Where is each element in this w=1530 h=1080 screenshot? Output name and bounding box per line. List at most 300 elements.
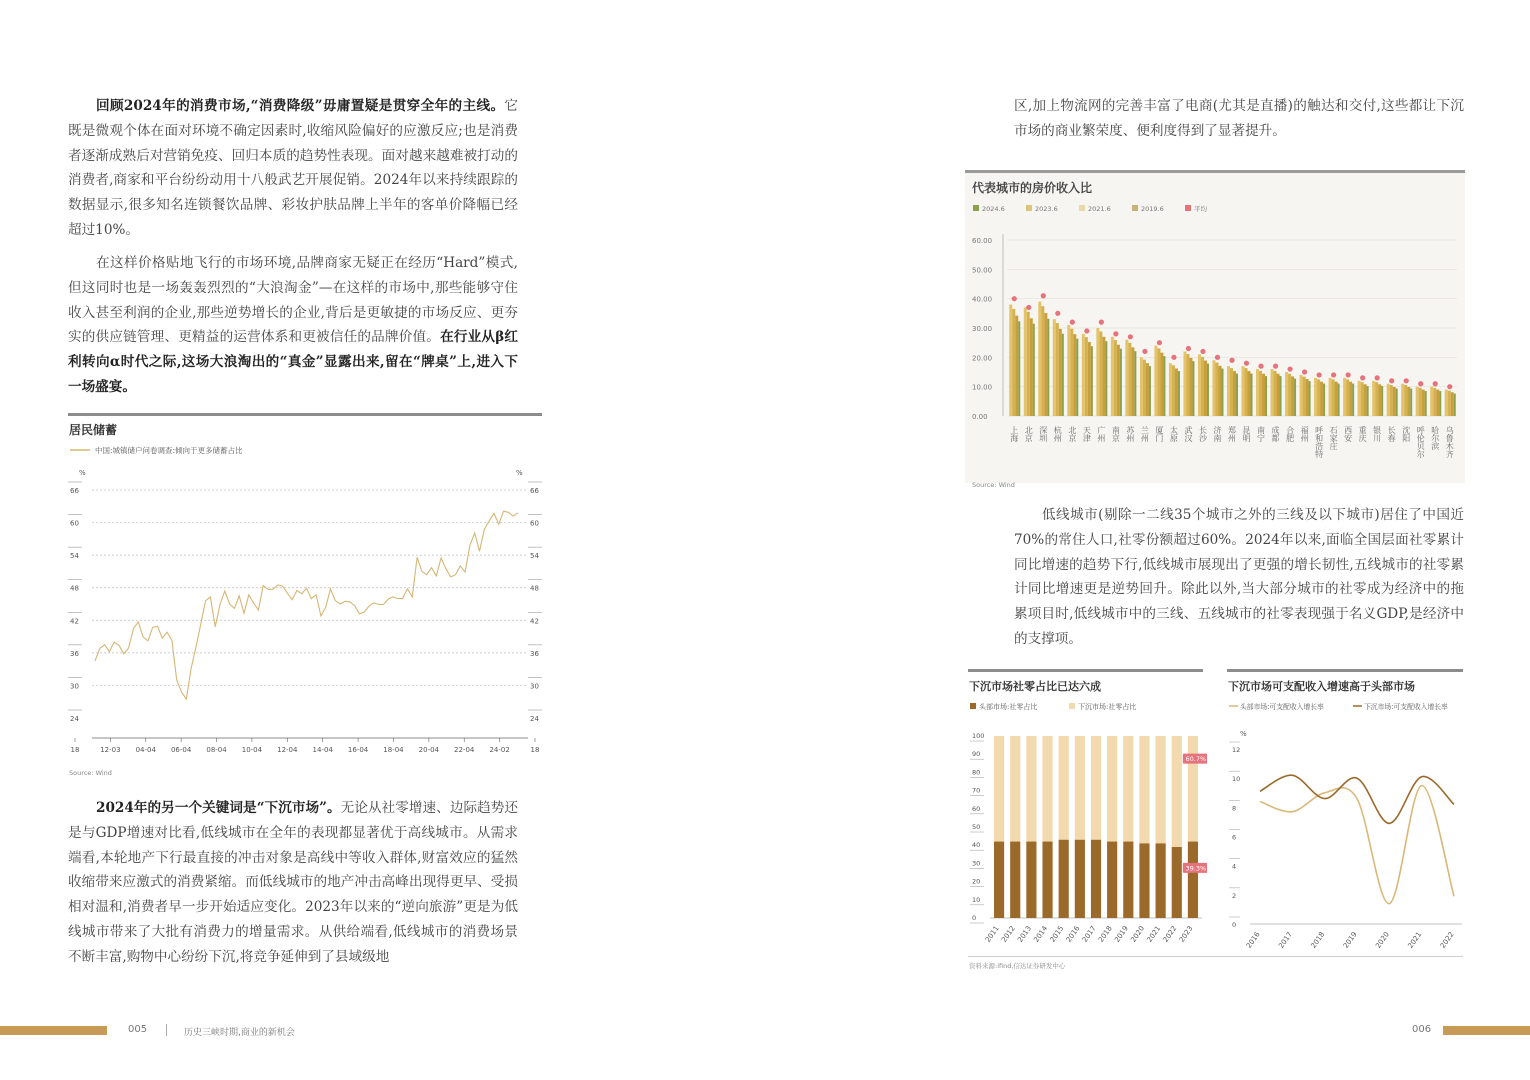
chart1-y-tick-right: 42	[530, 617, 539, 626]
chart2-x-tick: 郑州	[1227, 426, 1237, 442]
chart2-bar-2021	[1393, 387, 1396, 416]
chart2-x-tick: 太原	[1169, 426, 1179, 442]
bottom-divider	[968, 956, 1463, 957]
chart2-average-marker	[1375, 375, 1380, 380]
chart2-bar-2024	[1387, 384, 1390, 416]
chart2-average-marker	[1389, 378, 1394, 383]
chart2-bar-2023	[1317, 379, 1320, 416]
bottom-source: 资料来源:ifind,信达证券研发中心	[969, 962, 1066, 970]
chart2-x-tick: 西安	[1343, 426, 1353, 442]
left-paragraph-1	[68, 94, 518, 243]
chart2-bar-2023	[1332, 379, 1335, 416]
chart2-bar-2024	[1024, 307, 1027, 416]
chart2-bar-2019	[1192, 361, 1194, 416]
chart2-bar-2019	[1047, 319, 1049, 416]
chart3-x-tick: 2018	[1097, 924, 1114, 944]
chart2-average-marker	[1244, 361, 1249, 366]
right-para1-body: 区,加上物流网的完善丰富了电商(尤其是直播)的触达和交付,这些都让下沉市场的商业繁荣度、便利度得到了显著提升。	[1014, 98, 1464, 139]
chart2-bar-2023	[1143, 360, 1146, 416]
chart2-bar-2023	[1012, 309, 1015, 416]
chart3-bar-head	[1091, 840, 1101, 918]
chart2-bar-2019	[1076, 339, 1078, 416]
chart2-bar-2023	[1085, 337, 1088, 416]
chart2-legend-swatch	[1079, 205, 1085, 211]
chart2-bar-2019	[1236, 374, 1238, 416]
para2-lead: 在行业从β红利转向α时代之际,这场大浪淘出的“真金”显露出来,留在“牌桌”上,进入下一场盛宴。	[68, 329, 519, 395]
para3-body: 无论从社零增速、边际趋势还是与GDP增速对比看,低线城市在全年的表现都显著优于高线城市。从需求端看,本轮地产下行最直接的冲击对象是高线中等收入群体,财富效应的猛然收缩带来应激式的消费紧缩。而低线城市的地产冲击高峰出现得更早、受损相对温和,消费者早一步开始适应变化。2023年以来的“逆向旅游”更是为低线城市带来了大批有消费力的增量需求。从供给端看,低线城市的消费场景不断丰富,购物中心纷纷下沉,将竞争延伸到了县域级地	[68, 800, 518, 965]
chart4-y-tick: 6	[1232, 833, 1237, 842]
chart2-x-tick: 长沙	[1198, 426, 1208, 442]
chart1-y-tick-left: 30	[70, 682, 79, 691]
chart2-bar-2021	[1349, 382, 1352, 416]
chart2-bar-2019	[1352, 384, 1354, 416]
chart4-y-unit: %	[1240, 730, 1247, 738]
chart4-x-tick: 2019	[1341, 930, 1359, 950]
chart3-bar-head	[1107, 842, 1117, 918]
chart2-legend-swatch	[973, 205, 979, 211]
chart2-bar-2024	[1300, 375, 1303, 416]
chart2-legend-label: 2021.6	[1088, 205, 1111, 213]
chart2-bar-2021	[1277, 374, 1280, 416]
chart2-bar-2019	[1309, 381, 1311, 416]
chart2-bar-2021	[1335, 382, 1338, 416]
chart2-bar-2024	[1372, 381, 1375, 416]
right-paragraph-1	[1014, 94, 1464, 144]
chart2-bar-2021	[1262, 374, 1265, 416]
price-income-bar-chart	[965, 196, 1465, 480]
chart1-x-tick: 10-04	[241, 746, 263, 754]
chart3-x-tick: 2016	[1064, 924, 1082, 944]
chart3-y-tick: 40	[972, 841, 981, 850]
chart2-x-tick: 南京	[1111, 426, 1121, 442]
chart1-y-tick-right: 54	[530, 552, 539, 561]
chart2-bar-2023	[1259, 371, 1262, 416]
chart2-bar-2021	[1131, 347, 1134, 416]
chart2-bar-2023	[1433, 388, 1436, 416]
chart2-bar-2024	[1358, 381, 1361, 416]
chart3-bar-head	[1156, 843, 1166, 918]
chart2-average-marker	[1171, 355, 1176, 360]
chart2-bar-2021	[1146, 363, 1149, 416]
chart2-legend-label: 2024.6	[982, 205, 1005, 213]
chart2-bar-2023	[1448, 391, 1451, 416]
chart3-bar-sink	[1156, 736, 1166, 843]
chart3-annotation-head: 39.3%	[1185, 864, 1207, 873]
chart2-bar-2019	[1163, 356, 1165, 416]
chart2-average-marker	[1099, 320, 1104, 325]
chart3-top-rule	[968, 669, 1203, 672]
chart3-bar-head	[1059, 840, 1069, 918]
chart2-bar-2021	[1291, 376, 1294, 416]
left-paragraph-3	[68, 796, 518, 970]
chart1-y-tick-left: 24	[70, 715, 79, 723]
para3-lead: 2024年的另一个关键词是“下沉市场”。	[96, 800, 341, 816]
chart2-x-tick: 昆明	[1242, 426, 1252, 442]
chart2-x-tick: 合肥	[1285, 426, 1295, 442]
chart1-x-tick: 14-04	[312, 746, 333, 754]
chart2-average-marker	[1142, 349, 1147, 354]
chart4-legend-label-head: 头部市场:可支配收入增长率	[1240, 703, 1324, 711]
chart2-legend-swatch	[1185, 205, 1191, 211]
chart2-bar-2024	[1285, 372, 1288, 416]
chart2-bar-2021	[1044, 313, 1047, 416]
chart2-x-tick: 哈尔滨	[1430, 426, 1440, 450]
chart2-x-tick: 南宁	[1256, 426, 1266, 442]
chart3-x-tick: 2011	[983, 924, 1001, 944]
chart1-y-tick-left: 48	[70, 584, 79, 593]
chart2-bar-2023	[1114, 340, 1117, 416]
chart2-bar-2019	[1323, 384, 1325, 416]
chart4-x-tick: 2016	[1244, 930, 1262, 950]
chart4-y-tick: 12	[1232, 746, 1241, 754]
chart3-y-tick: 0	[972, 914, 977, 922]
chart1-x-tick: 20-04	[418, 746, 440, 754]
chart2-x-tick: 深圳	[1038, 426, 1048, 442]
chart2-x-tick: 厦门	[1154, 426, 1164, 442]
left-page-number: 005	[128, 1024, 148, 1035]
chart2-bar-2021	[1189, 358, 1192, 416]
chart3-bar-sink	[1172, 736, 1182, 847]
chart2-bar-2021	[1248, 371, 1251, 416]
chart3-bar-sink	[1139, 736, 1149, 843]
chart3-legend-label-head: 头部市场:社零占比	[979, 703, 1038, 711]
chart2-bar-2023	[1346, 379, 1349, 416]
chart2-bar-2024	[1198, 354, 1201, 416]
chart2-bar-2021	[1088, 342, 1091, 416]
chart2-bar-2019	[1454, 394, 1456, 416]
chart2-bar-2023	[1201, 357, 1204, 416]
chart1-y-tick-left: 66	[70, 487, 79, 495]
chart2-bar-2024	[1125, 340, 1128, 416]
chart2-bar-2023	[1245, 368, 1248, 416]
chart3-legend-swatch-head	[970, 703, 976, 709]
chart2-bar-2021	[1015, 316, 1018, 416]
income-growth-line-chart	[1222, 696, 1467, 952]
chart3-bar-sink	[1107, 736, 1117, 842]
chart2-bar-2024	[1067, 325, 1070, 416]
chart4-y-tick: 10	[1232, 775, 1241, 784]
chart1-x-tick: 12-04	[277, 746, 298, 754]
chart2-y-tick: 40.00	[972, 295, 993, 304]
chart2-bar-2023	[1288, 374, 1291, 416]
chart2-bar-2021	[1422, 390, 1425, 416]
chart3-bar-head	[1026, 842, 1036, 918]
chart2-bar-2023	[1128, 343, 1131, 416]
chart1-y-tick-right: 48	[530, 584, 539, 593]
footer-bar-left	[0, 1026, 107, 1035]
chart1-x-tick: 16-04	[347, 746, 369, 754]
chart2-average-marker	[1316, 372, 1321, 377]
chart2-x-tick: 济南	[1212, 426, 1222, 442]
chart2-bar-2023	[1215, 362, 1218, 416]
footer-bar-right	[1443, 1026, 1530, 1035]
chart2-bar-2023	[1070, 329, 1073, 416]
chart2-bar-2021	[1364, 384, 1367, 416]
chart4-y-tick: 2	[1232, 891, 1237, 900]
chart2-bar-2023	[1404, 385, 1407, 416]
chart2-bar-2024	[1445, 390, 1448, 416]
chart2-bar-2024	[1329, 378, 1332, 416]
chart1-x-tick: 18-04	[383, 746, 404, 754]
chart2-average-marker	[1258, 364, 1263, 369]
chart2-average-marker	[1346, 372, 1351, 377]
chart3-x-tick: 2023	[1177, 924, 1195, 944]
chart2-x-tick: 兰州	[1140, 426, 1150, 442]
chart3-y-tick: 60	[972, 804, 981, 813]
chart4-x-tick: 2021	[1406, 930, 1424, 950]
chart2-average-marker	[1273, 364, 1278, 369]
chart2-bar-2021	[1059, 329, 1062, 416]
chart2-bar-2024	[1009, 305, 1012, 416]
chart2-x-tick: 上海	[1009, 426, 1019, 442]
chart1-x-tick: 06-04	[170, 746, 192, 754]
chart2-average-marker	[1331, 372, 1336, 377]
chart3-x-tick: 2014	[1032, 924, 1050, 944]
chart4-y-tick: 8	[1232, 804, 1237, 813]
chart1-x-tick: 18	[70, 746, 80, 754]
chart3-bar-head	[1010, 842, 1020, 918]
chart2-legend-label: 2019.6	[1141, 205, 1164, 213]
chart2-bar-2019	[1265, 376, 1267, 416]
chart2-x-tick: 呼伦贝尔	[1416, 426, 1426, 458]
chart2-bar-2024	[1401, 384, 1404, 416]
chart2-bar-2023	[1303, 377, 1306, 416]
chart1-y-tick-left: 36	[70, 649, 79, 658]
chart1-y-tick-left: 42	[70, 617, 79, 626]
chart2-x-tick: 北京	[1024, 426, 1034, 442]
chart1-y-tick-left: 60	[70, 519, 79, 528]
chart3-x-tick: 2017	[1080, 924, 1098, 944]
chart3-annotation-sink: 60.7%	[1185, 755, 1207, 764]
chart1-top-rule	[68, 413, 542, 416]
chart2-bar-2024	[1314, 378, 1317, 416]
chart2-legend-label: 平均	[1194, 205, 1207, 213]
chart3-y-tick: 50	[972, 823, 981, 831]
chart2-average-marker	[1215, 355, 1220, 360]
chart2-bar-2019	[1062, 334, 1064, 416]
chart3-bar-sink	[1042, 736, 1052, 842]
chart2-average-marker	[1070, 320, 1075, 325]
chart3-bar-head	[1139, 843, 1149, 918]
chart2-bar-2023	[1230, 368, 1233, 416]
chart2-bar-2024	[1256, 369, 1259, 416]
chart2-bar-2021	[1436, 390, 1439, 416]
chart2-bar-2023	[1274, 371, 1277, 416]
chart2-bar-2021	[1451, 392, 1454, 416]
chart2-bar-2021	[1102, 337, 1105, 416]
chart2-average-marker	[1302, 369, 1307, 374]
chart3-bar-sink	[1026, 736, 1036, 842]
chart2-bar-2024	[1212, 360, 1215, 416]
chart3-bar-head	[994, 842, 1004, 918]
left-paragraph-2	[68, 251, 518, 400]
chart2-legend-label: 2023.6	[1035, 205, 1058, 213]
chart2-x-tick: 杭州	[1053, 426, 1063, 442]
chart2-bar-2024	[1430, 387, 1433, 416]
chart2-legend-swatch	[1026, 205, 1032, 211]
chart2-bar-2021	[1175, 368, 1178, 416]
chart4-x-tick: 2020	[1374, 930, 1391, 950]
chart4-y-tick: 4	[1232, 862, 1237, 871]
chart2-x-tick: 武汉	[1183, 426, 1193, 442]
chart1-x-tick: 22-04	[454, 746, 475, 754]
chart2-average-marker	[1113, 331, 1118, 336]
chart2-bar-2024	[1242, 366, 1245, 416]
chart2-bar-2023	[1375, 382, 1378, 416]
chart2-bar-2024	[1227, 366, 1230, 416]
chart2-title: 代表城市的房价收入比	[972, 181, 1093, 195]
para1-body: 它既是微观个体在面对环境不确定因素时,收缩风险偏好的应激反应;也是消费者逐渐成熟后对营销免疫、回归本质的趋势性表现。面对越来越难被打动的消费者,商家和平台纷纷动用十八般武艺开展促销。2024年以来持续跟踪的数据显示,很多知名连锁餐饮品牌、彩妆护肤品牌上半年的客单价降幅已经超过10%。	[68, 98, 518, 238]
chart2-x-tick: 重庆	[1358, 426, 1368, 442]
chart2-y-tick: 0.00	[972, 413, 988, 421]
chart2-bar-2019	[1221, 369, 1223, 416]
chart2-average-marker	[1200, 349, 1205, 354]
chart2-x-tick: 天津	[1082, 426, 1092, 442]
chart3-y-tick: 30	[972, 859, 981, 868]
chart2-x-tick: 石家庄	[1329, 426, 1339, 450]
chart2-legend-swatch	[1132, 205, 1138, 211]
chart2-bar-2024	[1111, 337, 1114, 416]
chart3-bar-sink	[1010, 736, 1020, 842]
savings-line-chart	[60, 440, 550, 770]
chart2-bar-2021	[1407, 387, 1410, 416]
chart2-bar-2019	[1178, 371, 1180, 416]
chart2-average-marker	[1433, 381, 1438, 386]
chart2-average-marker	[1128, 334, 1133, 339]
chart2-bar-2024	[1183, 351, 1186, 416]
chart3-bar-sink	[1188, 736, 1198, 842]
chart2-bar-2019	[1251, 374, 1253, 416]
chart2-x-tick: 广州	[1096, 426, 1106, 442]
chart1-y-tick-right: 36	[530, 649, 539, 658]
chart1-x-tick: 08-04	[206, 746, 227, 754]
chart2-bar-2019	[1294, 379, 1296, 416]
chart3-legend-swatch-sink	[1069, 703, 1075, 709]
chart2-average-marker	[1360, 375, 1365, 380]
chart3-y-tick: 80	[972, 768, 981, 777]
chart2-x-tick: 成都	[1271, 426, 1281, 442]
chart2-bar-2019	[1396, 389, 1398, 416]
chart2-bar-2024	[1343, 378, 1346, 416]
chart3-x-tick: 2019	[1113, 924, 1130, 944]
chart2-bar-2019	[1207, 364, 1209, 416]
chart4-series-head-line	[1260, 785, 1454, 903]
chart3-x-tick: 2013	[1016, 924, 1034, 944]
chart1-x-tick: 12-03	[100, 746, 121, 754]
chart2-bar-2021	[1204, 361, 1207, 416]
chart3-x-tick: 2020	[1129, 924, 1147, 944]
chart3-bar-sink	[994, 736, 1004, 842]
chart2-bar-2023	[1099, 332, 1102, 416]
chart2-y-tick: 50.00	[972, 266, 993, 275]
chart2-bar-2023	[1172, 365, 1175, 416]
chart3-bar-head	[1123, 842, 1133, 918]
chart2-x-tick: 福州	[1300, 426, 1310, 442]
chart4-x-tick: 2018	[1309, 930, 1327, 950]
chart2-bar-2021	[1073, 334, 1076, 416]
chart1-series-line	[95, 511, 518, 699]
chart3-bar-head	[1172, 847, 1182, 918]
chart2-bar-2019	[1425, 391, 1427, 416]
chart2-bar-2023	[1390, 385, 1393, 416]
chart3-x-tick: 2012	[1000, 924, 1017, 944]
chart1-y-tick-right: 66	[530, 487, 539, 495]
chart1-y-tick-right: 30	[530, 682, 539, 691]
chart2-bar-2021	[1320, 382, 1323, 416]
chart1-x-tick: 04-04	[135, 746, 156, 754]
chart2-bar-2019	[1134, 351, 1136, 416]
chart3-legend-label-sink: 下沉市场:社零占比	[1078, 703, 1137, 711]
chart2-bar-2023	[1157, 348, 1160, 416]
chart3-y-tick: 70	[972, 786, 981, 795]
chart2-y-tick: 20.00	[972, 354, 993, 363]
chart2-bar-2024	[1140, 357, 1143, 416]
chart1-x-tick: 18	[530, 746, 540, 754]
chart3-bar-sink	[1075, 736, 1085, 840]
chart2-bar-2023	[1419, 388, 1422, 416]
chart2-average-marker	[1041, 293, 1046, 298]
chart4-title: 下沉市场可支配收入增速高于头部市场	[1228, 680, 1415, 693]
chart1-y-tick-right: 24	[530, 715, 539, 723]
chart1-legend-label: 中国:城镇储户问卷调查:倾向于更多储蓄占比	[95, 446, 243, 455]
chart2-y-tick: 10.00	[972, 383, 993, 392]
chart2-x-tick: 长春	[1387, 426, 1397, 442]
chart2-bar-2019	[1091, 346, 1093, 416]
chart1-y-tick-left: 54	[70, 552, 79, 561]
chart2-average-marker	[1404, 378, 1409, 383]
chart3-bar-sink	[1091, 736, 1101, 840]
chart2-bar-2021	[1117, 345, 1120, 416]
chart3-bar-head	[1042, 842, 1052, 918]
chart3-bar-sink	[1059, 736, 1069, 840]
chart2-average-marker	[1055, 311, 1060, 316]
chart2-average-marker	[1447, 384, 1452, 389]
footer-separator	[166, 1024, 167, 1036]
chart2-average-marker	[1418, 381, 1423, 386]
chart2-bar-2021	[1306, 379, 1309, 416]
chart3-bar-head	[1188, 842, 1198, 918]
chart2-bar-2019	[1338, 384, 1340, 416]
retail-share-bar-chart	[962, 696, 1207, 952]
chart2-bar-2019	[1381, 386, 1383, 416]
chart2-bar-2024	[1169, 363, 1172, 416]
chart2-x-tick: 乌鲁木齐	[1445, 426, 1455, 458]
chart1-y-unit-right: %	[516, 469, 523, 477]
chart2-bar-2019	[1280, 376, 1282, 416]
right-para2-body: 低线城市(剔除一二线35个城市之外的三线及以下城市)居住了中国近70%的常住人口,社零份额超过60%。2024年以来,面临全国层面社零累计同比增速的趋势下行,低线城市展现出了更强的增长韧性,五线城市的社零累计同比增速更是逆势回升。除此以外,当大部分城市的社零成为经济中的拖累项目时,低线城市中的三线、五线城市的社零表现强于名义GDP,是经济中的支撑项。	[1014, 507, 1464, 647]
chart2-average-marker	[1287, 366, 1292, 371]
chart3-x-tick: 2021	[1145, 924, 1163, 944]
chart2-x-tick: 苏州	[1125, 426, 1135, 442]
chart4-x-tick: 2022	[1438, 930, 1456, 950]
chart2-y-tick: 30.00	[972, 325, 993, 333]
para1-lead: 回顾2024年的消费市场,“消费降级”毋庸置疑是贯穿全年的主线。	[96, 98, 505, 114]
chart4-x-tick: 2017	[1277, 930, 1294, 950]
chart4-top-rule	[1227, 669, 1463, 672]
chart2-bar-2024	[1271, 369, 1274, 416]
chart3-y-tick: 90	[972, 750, 981, 759]
chart4-y-tick: 0	[1232, 921, 1237, 929]
chart2-bar-2021	[1378, 384, 1381, 416]
chart2-bar-2019	[1410, 389, 1412, 416]
chart2-average-marker	[1012, 296, 1017, 301]
chart2-bar-2019	[1018, 321, 1020, 416]
chart2-average-marker	[1026, 305, 1031, 310]
chart1-source: Source: Wind	[69, 769, 112, 777]
chart3-bar-sink	[1123, 736, 1133, 842]
chart2-bar-2023	[1186, 354, 1189, 416]
chart3-y-tick: 100	[972, 732, 985, 740]
